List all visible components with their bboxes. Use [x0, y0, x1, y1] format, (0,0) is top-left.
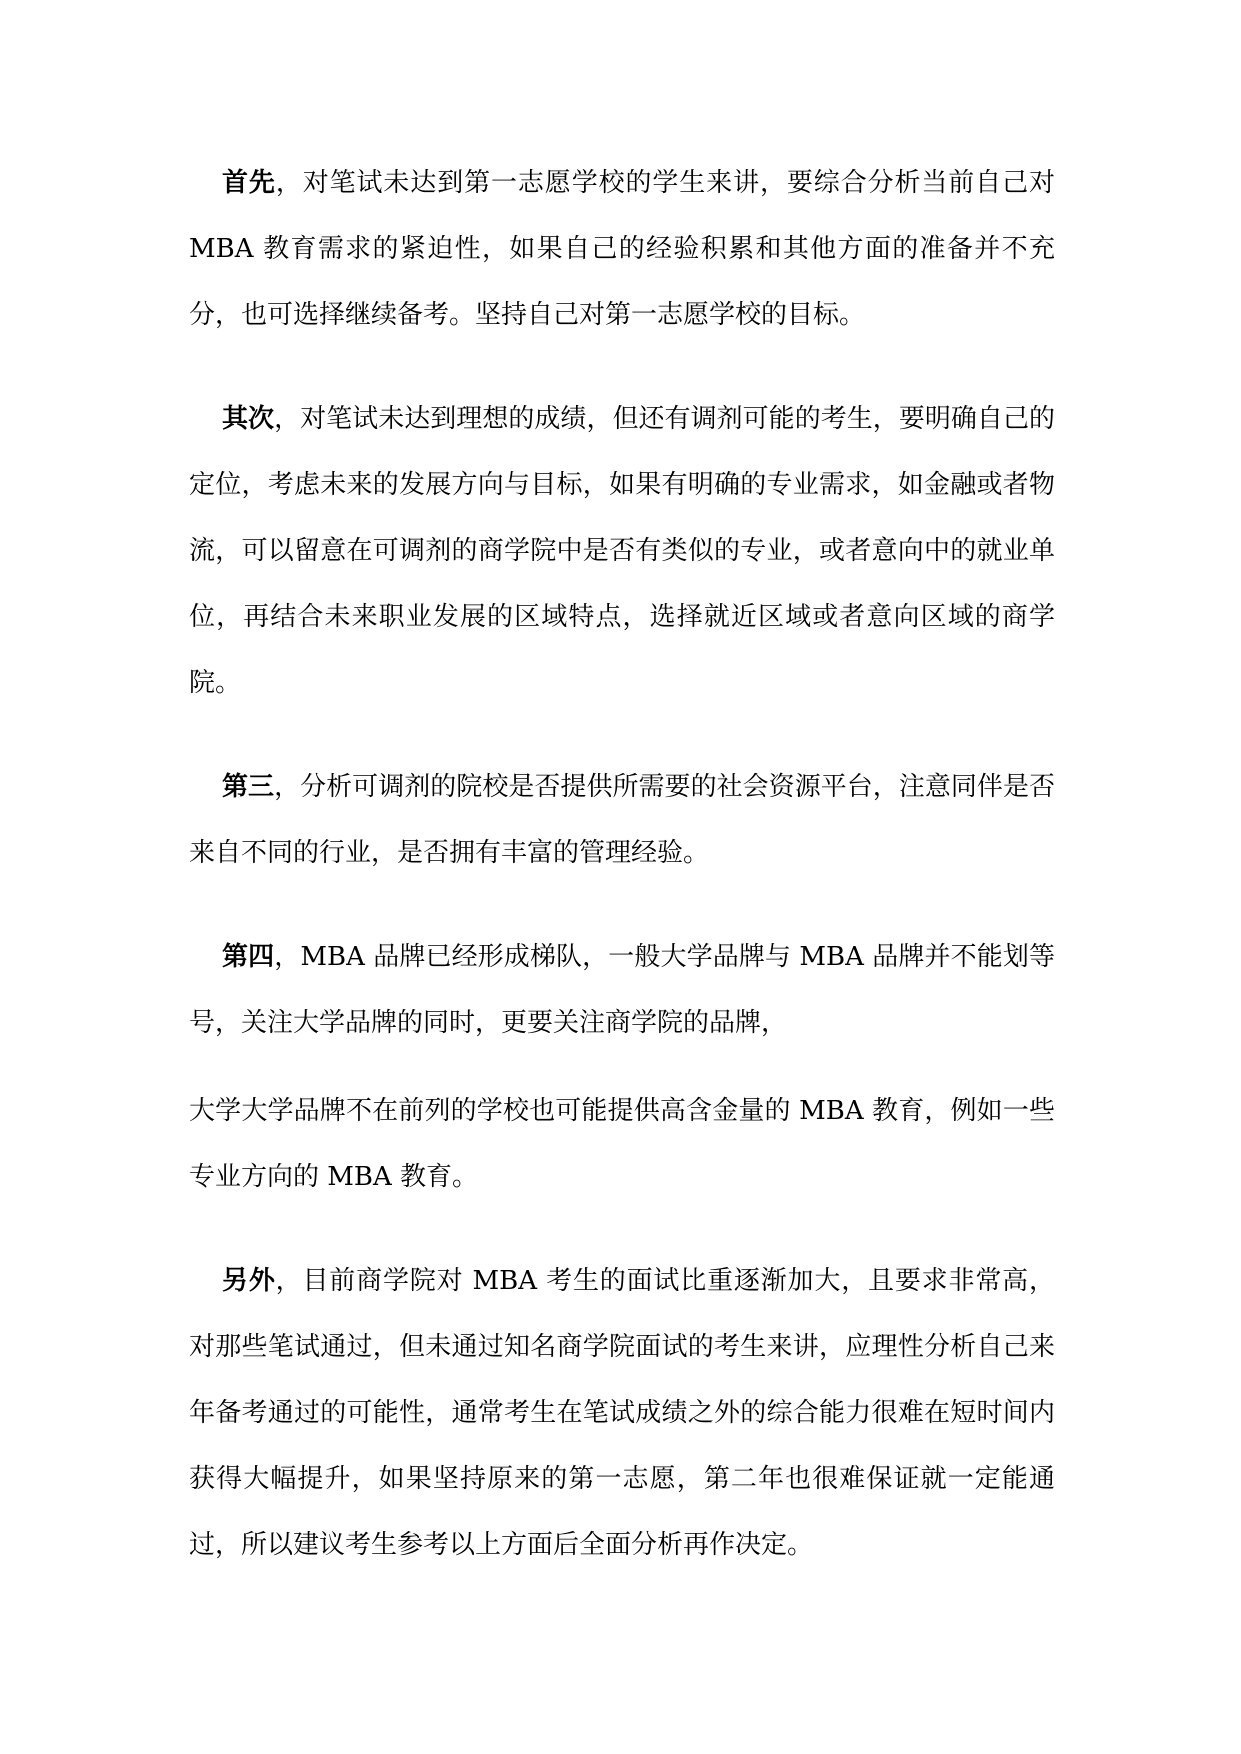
paragraph-lead: 首先 — [222, 168, 276, 198]
paragraph-lead: 第三 — [222, 772, 275, 802]
paragraph-text: ，MBA 品牌已经形成梯队，一般大学品牌与 MBA 品牌并不能划等号，关注大学品牌的同时，更要关注商学院的品牌， — [189, 942, 1055, 1038]
paragraph-second — [189, 386, 1055, 716]
document-body — [189, 150, 1055, 1578]
paragraph-lead: 其次 — [222, 404, 275, 434]
paragraph-third — [189, 754, 1055, 886]
paragraph-lead: 另外 — [222, 1266, 276, 1296]
paragraph-lead: 第四 — [222, 942, 275, 972]
paragraph-text: ，对笔试未达到第一志愿学校的学生来讲，要综合分析当前自己对MBA 教育需求的紧迫性，如果自己的经验积累和其他方面的准备并不充分，也可选择继续备考。坚持自己对第一志愿学校的目标。 — [189, 168, 1055, 330]
paragraph-fourth-continued — [189, 1078, 1055, 1210]
paragraph-text: 大学大学品牌不在前列的学校也可能提供高含金量的 MBA 教育，例如一些专业方向的 MBA 教育。 — [189, 1096, 1055, 1192]
paragraph-fourth — [189, 924, 1055, 1056]
paragraph-text: ，分析可调剂的院校是否提供所需要的社会资源平台，注意同伴是否来自不同的行业，是否拥有丰富的管理经验。 — [189, 772, 1055, 868]
paragraph-text: ，目前商学院对 MBA 考生的面试比重逐渐加大，且要求非常高，对那些笔试通过，但未通过知名商学院面试的考生来讲，应理性分析自己来年备考通过的可能性，通常考生在笔试成绩之外的综合能力很难在短时间内获得大幅提升，如果坚持原来的第一志愿，第二年也很难保证就一定能通过，所以建议考生参考以上方面后全面分析再作决定。 — [189, 1266, 1055, 1560]
paragraph-text: ，对笔试未达到理想的成绩，但还有调剂可能的考生，要明确自己的定位，考虑未来的发展方向与目标，如果有明确的专业需求，如金融或者物流，可以留意在可调剂的商学院中是否有类似的专业，或者意向中的就业单位，再结合未来职业发展的区域特点，选择就近区域或者意向区域的商学院。 — [189, 404, 1055, 698]
paragraph-additional — [189, 1248, 1055, 1578]
paragraph-first — [189, 150, 1055, 348]
